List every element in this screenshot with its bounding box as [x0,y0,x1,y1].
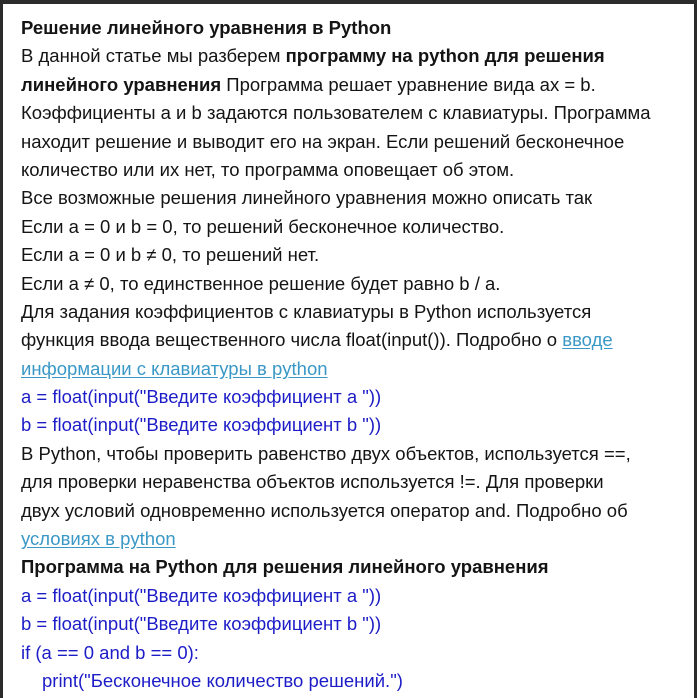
program-line-a: a = float(input("Введите коэффициент a ")) [21,584,382,606]
program-line-print: print("Бесконечное количество решений.") [42,669,403,691]
article-title: Решение линейного уравнения в Python [21,17,392,38]
intro-bold-2: линейного уравнения [21,73,222,95]
intro-line-1 [21,42,681,70]
intro-rest: Программа решает уравнение вида ax = b. [221,73,596,95]
input-line-3 [21,355,681,383]
conditions-line [21,525,681,553]
paragraph-line-5: количество или их нет, то программа оповещает об этом. [21,158,515,180]
paragraph-line-3: Коэффициенты a и b задаются пользователем с клавиатуры. Программа [21,102,651,124]
intro-line-2 [21,71,681,99]
program-line-if: if (a == 0 and b == 0): [21,641,199,663]
input-line-2-text: функция ввода вещественного числа float(input()). Подробно о [21,329,563,351]
program-line-b: b = float(input("Введите коэффициент b ")) [21,613,382,635]
case-infinite: Если a = 0 и b = 0, то решений бесконечное количество. [21,215,505,237]
intro-bold-1: программу на python для решения [285,45,605,67]
case-single: Если a ≠ 0, то единственное решение будет равно b / a. [21,272,501,294]
comparison-line-3: двух условий одновременно используется оператор and. Подробно об [21,499,628,521]
program-title: Программа на Python для решения линейного уравнения [21,556,549,578]
input-info-link-end[interactable]: информации с клавиатуры в python [21,357,328,379]
comparison-line-2: для проверки неравенства объектов используется !=. Для проверки [21,471,604,493]
intro-prefix: В данной статье мы разберем [21,45,286,67]
comparison-line-1: В Python, чтобы проверить равенство двух объектов, используется ==, [21,442,631,464]
input-line-2 [21,326,681,354]
input-line-1: Для задания коэффициентов с клавиатуры в Python используется [21,300,592,322]
paragraph-line-4: находит решение и выводит его на экран. Если решений бесконечное [21,130,625,152]
cases-intro: Все возможные решения линейного уравнения можно описать так [21,187,593,209]
code-line-a: a = float(input("Введите коэффициент a ")) [21,386,382,408]
article [21,14,681,695]
input-info-link-start[interactable]: вводе [562,329,613,351]
conditions-link[interactable]: условиях в python [21,528,176,550]
case-none: Если a = 0 и b ≠ 0, то решений нет. [21,244,320,266]
code-line-b: b = float(input("Введите коэффициент b ")) [21,414,382,436]
